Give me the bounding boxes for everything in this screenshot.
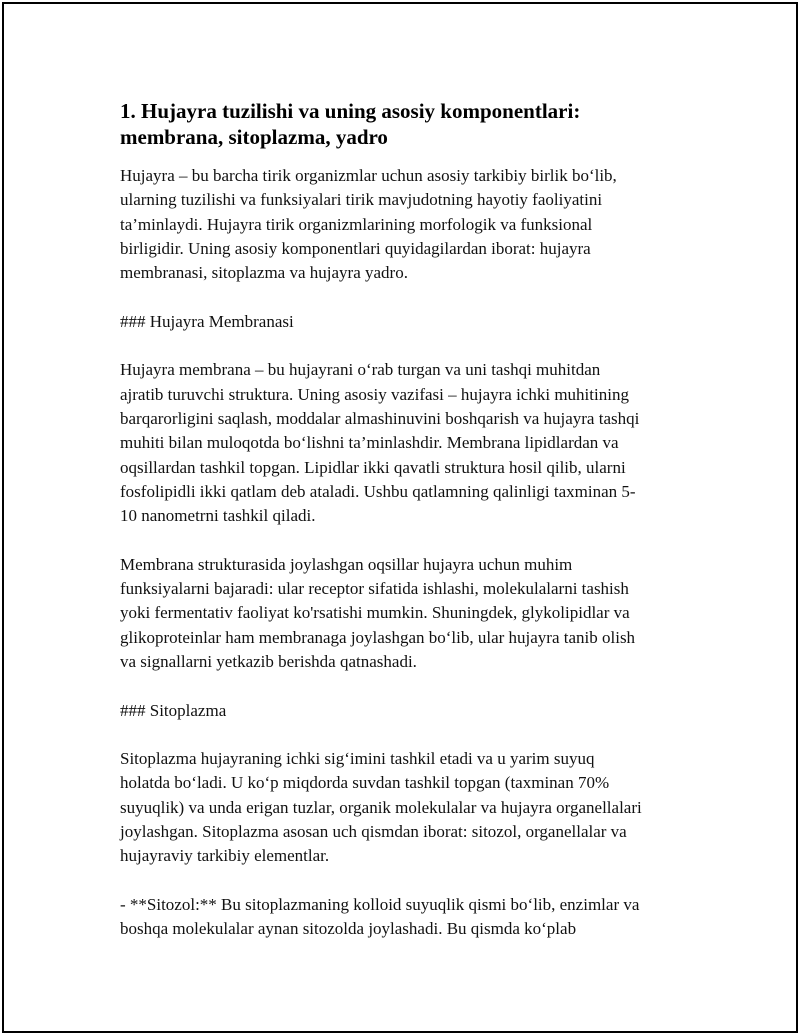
page-frame <box>2 2 798 1033</box>
membrane-proteins-paragraph: Membrana strukturasida joylashgan oqsillar hujayra uchun muhim funksiyalarni bajaradi: ular receptor sifatida ishlashi, molekulalarni tashish yoki fermentativ faoliyat ko'rsatishi mumkin. Shuningdek, glykolipidlar va glikoproteinlar ham membranaga joylashgan bo‘lib, ular hujayra tanib olish va signallarni yetkazib berishda qatnashadi. <box>120 554 636 671</box>
heading-line-1: 1. Hujayra tuzilishi va uning asosiy komponentlari: <box>120 99 581 123</box>
membrane-paragraph: Hujayra membrana – bu hujayrani o‘rab turgan va uni tashqi muhitdan ajratib turuvchi struktura. Uning asosiy vazifasi – hujayra ichki muhitining barqarorligini saqlash, moddalar almashinuvini boshqarish va hujayra tashqi muhiti bilan muloqotda bo‘lishni ta’minlashdir. Membrana lipidlardan va oqsillardan tashkil topgan. Lipidlar ikki qavatli struktura hosil qilib, ularni fosfolipidli ikki qatlam deb ataladi. Ushbu qatlamning qalinligi taxminan 5- 10 nanometrni tashkil qiladi. <box>120 360 640 526</box>
document-body <box>120 98 692 966</box>
section-heading-membrane: ### Hujayra Membranasi <box>120 311 294 331</box>
document-heading <box>120 98 692 150</box>
heading-line-2: membrana, sitoplazma, yadro <box>120 125 388 149</box>
cytosol-list-item: - **Sitozol:** Bu sitoplazmaning kolloid suyuqlik qismi bo‘lib, enzimlar va boshqa molekulalar aynan sitozolda joylashadi. Bu qismda ko‘plab <box>120 894 640 939</box>
cytoplasm-paragraph: Sitoplazma hujayraning ichki sig‘imini tashkil etadi va u yarim suyuq holatda bo‘ladi. U ko‘p miqdorda suvdan tashkil topgan (taxminan 70% suyuqlik) va unda erigan tuzlar, organik molekulalar va hujayra organellalari joylashgan. Sitoplazma asosan uch qismdan iborat: sitozol, organellalar va hujayraviy tarkibiy elementlar. <box>120 749 642 866</box>
intro-paragraph: Hujayra – bu barcha tirik organizmlar uchun asosiy tarkibiy birlik bo‘lib, ularning tuzilishi va funksiyalari tirik mavjudotning hayotiy faoliyatini ta’minlaydi. Hujayra tirik organizmlarining morfologik va funksional birligidir. Uning asosiy komponentlari quyidagilardan iborat: hujayra membranasi, sitoplazma va hujayra yadro. <box>120 166 617 283</box>
section-heading-cytoplasm: ### Sitoplazma <box>120 700 227 720</box>
